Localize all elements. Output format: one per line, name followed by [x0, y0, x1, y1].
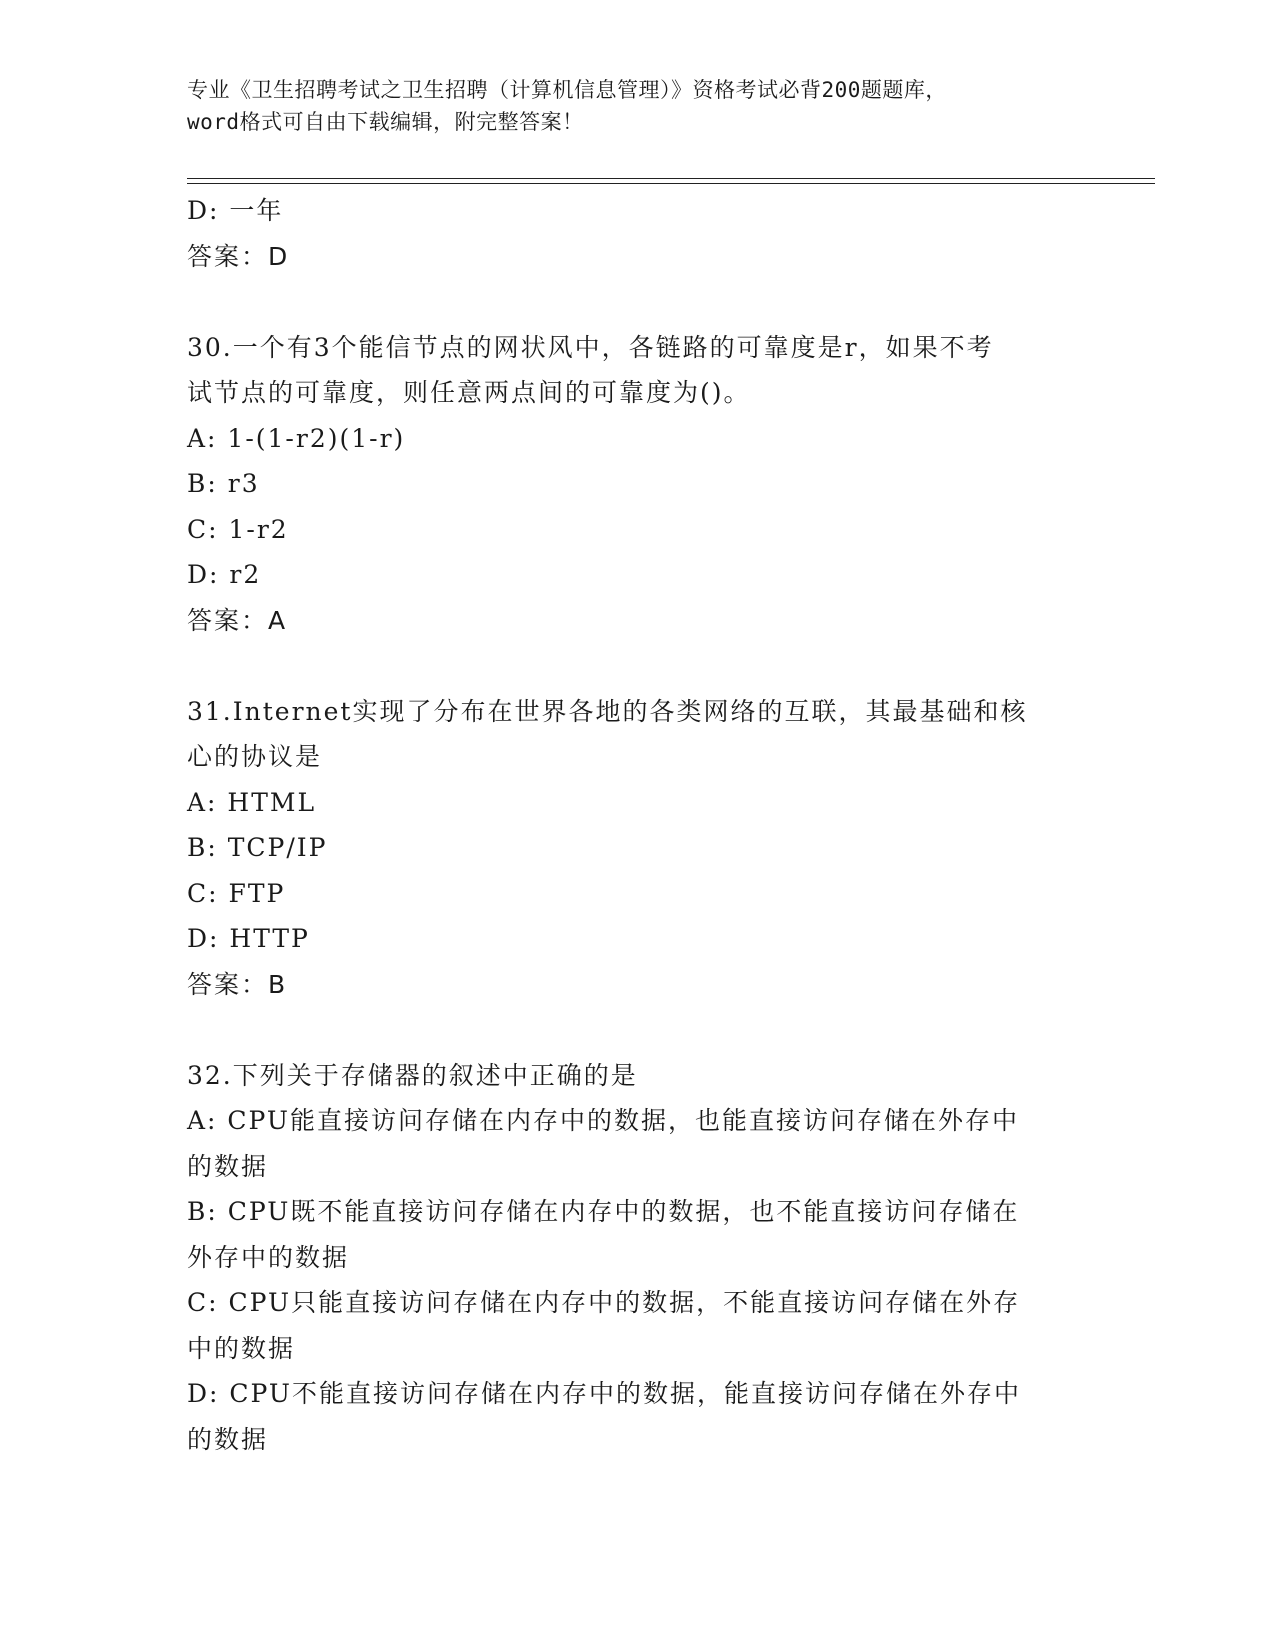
- option-c-continued: 中的数据: [187, 1333, 296, 1363]
- option-d: D: CPU不能直接访问存储在内存中的数据，能直接访问存储在外存中: [187, 1379, 1021, 1408]
- spacer: [187, 1007, 1127, 1053]
- question-32: [187, 1053, 1127, 1463]
- option-a: A: CPU能直接访问存储在内存中的数据，也能直接访问存储在外存中: [187, 1106, 1020, 1135]
- header-title-line-2: word格式可自由下载编辑，附完整答案！: [187, 110, 584, 134]
- option-a: A: 1-(1-r2)(1-r): [187, 423, 406, 453]
- option-d-continued: 的数据: [187, 1424, 269, 1454]
- page-header: [187, 74, 1087, 138]
- answer: 答案：A: [187, 605, 288, 635]
- option-d: D: r2: [187, 560, 262, 589]
- option-c: C: CPU只能直接访问存储在内存中的数据，不能直接访问存储在外存: [187, 1288, 1021, 1317]
- spacer: [187, 643, 1127, 689]
- question-30: [187, 325, 1127, 644]
- question-stem: 32.下列关于存储器的叙述中正确的是: [187, 1060, 638, 1090]
- question-stem-continued: 心的协议是: [187, 742, 323, 771]
- option-a: A: HTML: [187, 787, 317, 817]
- prev-answer: 答案：D: [187, 241, 290, 271]
- option-a-continued: 的数据: [187, 1151, 269, 1181]
- question-stem: 31.Internet实现了分布在世界各地的各类网络的互联，其最基础和核: [187, 696, 1028, 726]
- option-b: B: CPU既不能直接访问存储在内存中的数据，也不能直接访问存储在: [187, 1197, 1020, 1226]
- option-c: C: FTP: [187, 878, 286, 908]
- option-b: B: TCP/IP: [187, 833, 328, 862]
- question-31: [187, 689, 1127, 1008]
- option-d: D: HTTP: [187, 924, 310, 953]
- question-stem-continued: 试节点的可靠度，则任意两点间的可靠度为()。: [187, 378, 751, 407]
- option-c: C: 1-r2: [187, 514, 289, 544]
- answer: 答案：B: [187, 969, 288, 999]
- question-stem: 30.一个有3个能信节点的网状风中，各链路的可靠度是r，如果不考: [187, 332, 994, 362]
- prev-option-d: D: 一年: [187, 196, 284, 225]
- spacer: [187, 279, 1127, 325]
- question-list: [187, 188, 1127, 1462]
- header-rule-bottom: [187, 183, 1155, 184]
- header-rule-top: [187, 178, 1155, 179]
- option-b: B: r3: [187, 469, 260, 498]
- header-title-line-1: 专业《卫生招聘考试之卫生招聘（计算机信息管理）》资格考试必背200题题库，: [187, 78, 947, 102]
- option-b-continued: 外存中的数据: [187, 1242, 350, 1272]
